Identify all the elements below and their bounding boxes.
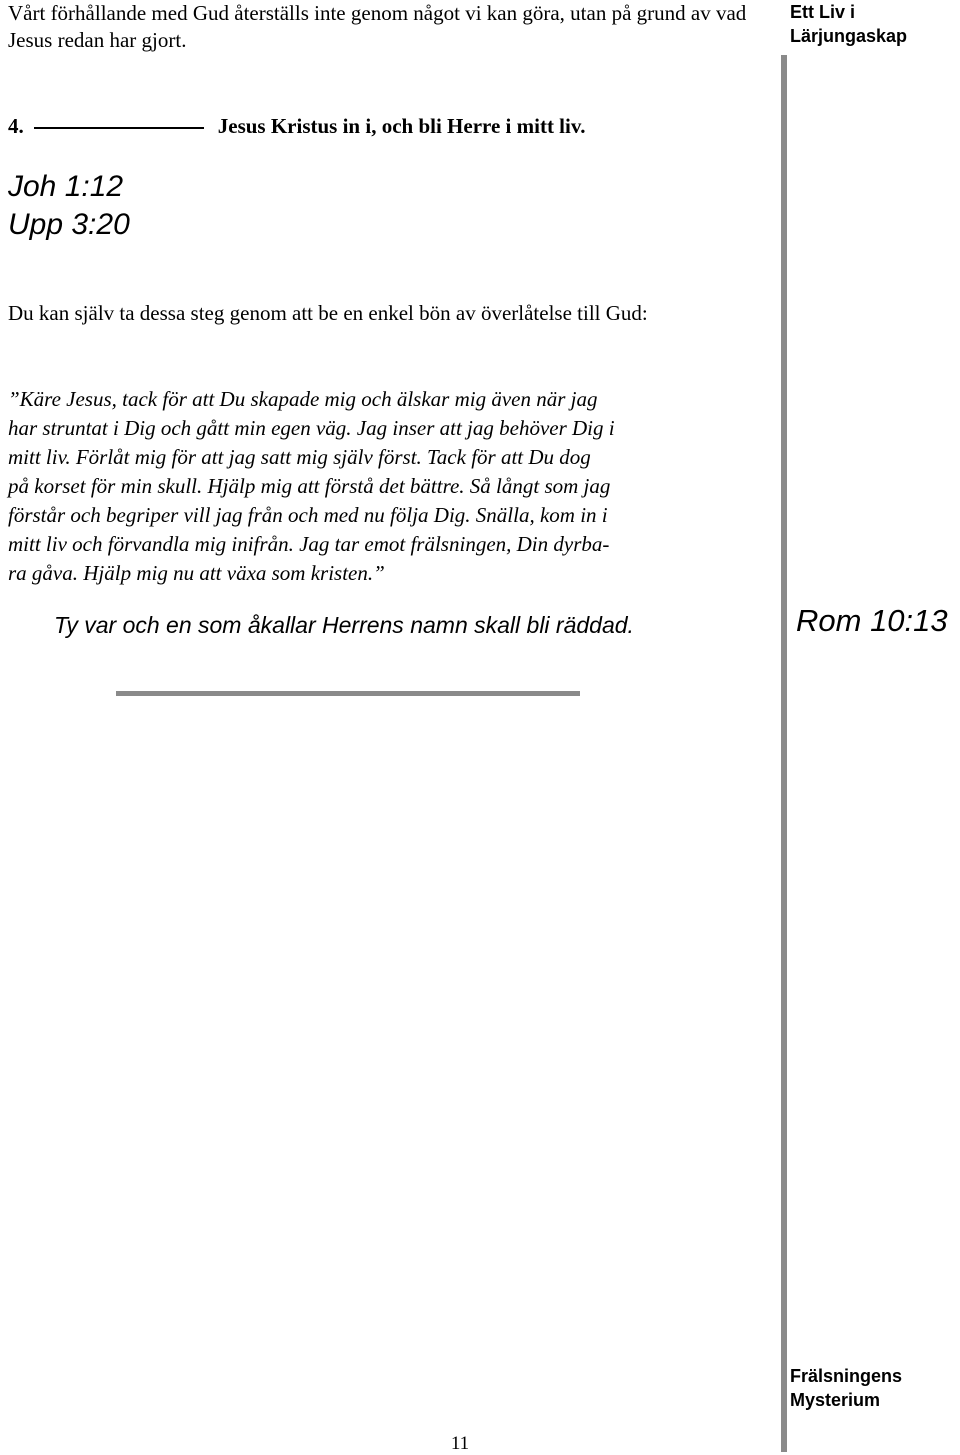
section-tag-header (790, 0, 960, 48)
section-tag-line-2: Lärjungaskap (790, 26, 908, 46)
prayer-intro: Du kan själv ta dessa steg genom att be en enkel bön av överlåtelse till Gud: (8, 301, 648, 325)
intro-text: Vårt förhållande med Gud återställs inte genom något vi kan göra, utan på grund av vad Jesus redan har gjort. (8, 1, 747, 52)
reference-2: Upp 3:20 (8, 208, 130, 241)
prayer-line: ra gåva. Hjälp mig nu att växa som kristen.” (8, 561, 385, 585)
prayer-line: har struntat i Dig och gått min egen väg. Jag inser att jag behöver Dig i (8, 416, 615, 440)
step-number: 4. (8, 114, 24, 138)
verse-reference: Rom 10:13 (796, 603, 948, 638)
reference-1: Joh 1:12 (8, 170, 124, 203)
prayer-line: mitt liv. Förlåt mig för att jag satt mig själv först. Tack för att Du dog (8, 445, 591, 469)
fill-in-blank (34, 126, 204, 129)
scripture-references (8, 168, 130, 244)
horizontal-rule (116, 691, 580, 696)
footer-tag-line-2: Mysterium (790, 1390, 881, 1410)
prayer-line: ”Käre Jesus, tack för att Du skapade mig och älskar mig även när jag (8, 387, 598, 411)
step-heading (8, 112, 768, 140)
prayer-line: på korset för min skull. Hjälp mig att förstå det bättre. Så långt som jag (8, 474, 611, 498)
margin-divider (781, 55, 787, 1452)
verse-quote: Ty var och en som åkallar Herrens namn skall bli räddad. (54, 612, 634, 638)
step-title: Jesus Kristus in i, och bli Herre i mitt liv. (217, 114, 586, 138)
page-number: 11 (450, 1433, 470, 1454)
prayer-text (8, 385, 748, 588)
prayer-line: förstår och begriper vill jag från och med nu följa Dig. Snälla, kom in i (8, 503, 608, 527)
footer-tag-line-1: Frälsningens (790, 1366, 903, 1386)
prayer-line: mitt liv och förvandla mig inifrån. Jag tar emot frälsningen, Din dyrba- (8, 532, 610, 556)
section-tag-line-1: Ett Liv i (790, 2, 856, 22)
section-tag-footer (790, 1364, 960, 1412)
